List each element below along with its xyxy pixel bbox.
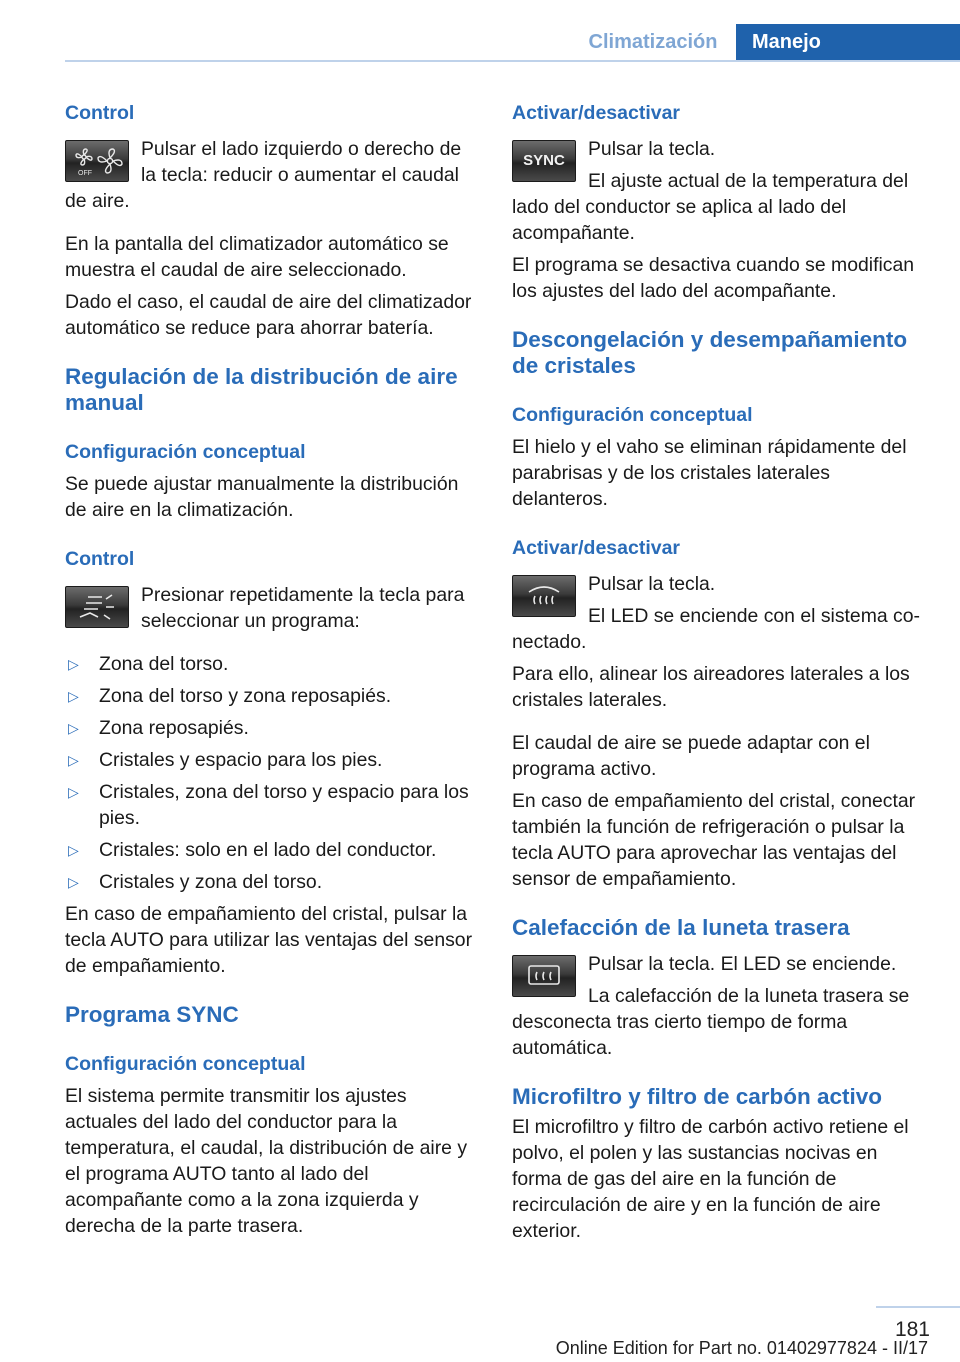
- list-item: ▷ Zona del torso y zona reposapiés.: [68, 685, 392, 707]
- list-item: ▷ Cristales y espacio para los pies.: [68, 749, 383, 771]
- filter-text: El microfiltro y filtro de carbón activo retiene el polvo, el polen y las sustancias nocivas en forma de gas del aire en la función de recirculación de aire y en la función de aire exterior.: [512, 1116, 909, 1242]
- bullet-triangle-icon: ▷: [68, 842, 79, 858]
- page-number: 181: [894, 1318, 930, 1341]
- defrost-paragraph2: El caudal de aire se puede adaptar con el programa activo.: [512, 732, 870, 780]
- header-chapter-tab: Manejo: [736, 24, 960, 61]
- list-item: ▷ Zona reposapiés.: [68, 717, 249, 739]
- defrost-line2: El LED se enciende con el sistema co-: [588, 605, 920, 627]
- battery-paragraph: Dado el caso, el caudal de aire del climatizador automático se reduce para ahorrar batería.: [65, 291, 472, 339]
- sync-line1: Pulsar la tecla.: [588, 138, 716, 160]
- list-item: ▷ Cristales: solo en el lado del conductor.: [68, 839, 437, 861]
- list-item: ▷ Cristales, zona del torso y espacio para los pies.: [68, 781, 469, 829]
- rear-window-heating-key-icon: [512, 955, 576, 997]
- sync-cont: lado del conductor se aplica al lado del acompañante.: [512, 196, 847, 244]
- defrost-key-row: [512, 571, 930, 655]
- air-flow-key-row: [65, 136, 482, 214]
- control2-heading: Control: [65, 548, 135, 570]
- header-rule: [65, 60, 960, 62]
- bullet-triangle-icon: ▷: [68, 784, 79, 800]
- bullet-triangle-icon: ▷: [68, 656, 79, 672]
- list-item: ▷ Zona del torso.: [68, 653, 229, 675]
- right-column: [512, 100, 930, 1244]
- svg-text:OFF: OFF: [78, 170, 92, 177]
- display-paragraph: En la pantalla del climatizador automático se muestra el caudal de aire seleccionado.: [65, 233, 449, 281]
- sync-key-icon: SYNC: [512, 140, 576, 182]
- sync-activate-heading: Activar/desactivar: [512, 102, 681, 124]
- defrost-concept-text: El hielo y el vaho se eliminan rápidamente del parabrisas y de los cristales laterales delanteros.: [512, 436, 907, 510]
- bullet-triangle-icon: ▷: [68, 688, 79, 704]
- concept-text: Se puede ajustar manualmente la distribución de aire en la climatización.: [65, 473, 459, 521]
- rear-line2: La calefacción de la luneta trasera se: [588, 985, 910, 1007]
- defrost-line1: Pulsar la tecla.: [588, 573, 716, 595]
- bullet-triangle-icon: ▷: [68, 720, 79, 736]
- sync-key-row: [512, 136, 930, 246]
- manual-distribution-heading: Regulación de la distribución de aire manual: [65, 364, 458, 415]
- footer-rule: [876, 1306, 960, 1308]
- fan-key-icon: [65, 140, 129, 182]
- defrost-paragraph3: En caso de empañamiento del cristal, conectar también la función de refrigeración o pulsar la tecla AUTO para aprovechar las ventajas del sensor de empañamiento.: [512, 790, 916, 890]
- control2-text: Presionar repetidamente la tecla para seleccionar un programa:: [141, 584, 465, 632]
- edition-note: Online Edition for Part no. 01402977824 - II/17: [555, 1338, 928, 1358]
- rear-line1: Pulsar la tecla. El LED se enciende.: [588, 953, 897, 975]
- defrost-activate-heading: Activar/desactivar: [512, 537, 681, 559]
- air-distribution-key-icon: [65, 586, 129, 628]
- rear-cont: desconecta tras cierto tiempo de forma automática.: [512, 1011, 848, 1059]
- control-text-cont: de aire.: [65, 190, 130, 212]
- sync-line2: El ajuste actual de la temperatura del: [588, 170, 909, 192]
- defrost-concept-heading: Configuración conceptual: [512, 404, 753, 426]
- sync-deactivate-paragraph: El programa se desactiva cuando se modifican los ajustes del lado del acompañante.: [512, 254, 915, 302]
- defrost-heading: Descongelación y desempañamiento de cristales: [512, 327, 908, 378]
- bullet-triangle-icon: ▷: [68, 874, 79, 890]
- defrost-cont: nectado.: [512, 631, 587, 653]
- filter-heading: Microfiltro y filtro de carbón activo: [512, 1084, 883, 1109]
- header-section-tab: Climatización: [588, 31, 718, 53]
- list-item: ▷ Cristales y zona del torso.: [68, 871, 323, 893]
- left-column: [65, 100, 482, 1239]
- defrost-paragraph1: Para ello, alinear los aireadores laterales a los cristales laterales.: [512, 663, 910, 711]
- windshield-defrost-key-icon: [512, 575, 576, 617]
- rear-key-row: [512, 951, 930, 1061]
- program-list: [65, 651, 482, 895]
- sync-program-heading: Programa SYNC: [65, 1002, 239, 1027]
- control-text-line1: Pulsar el lado izquierdo o derecho de: [141, 138, 462, 160]
- rear-window-heading: Calefacción de la luneta trasera: [512, 915, 850, 940]
- control-heading: Control: [65, 102, 135, 124]
- concept-heading: Configuración conceptual: [65, 441, 306, 463]
- fog-paragraph: En caso de empañamiento del cristal, pulsar la tecla AUTO para utilizar las ventajas del sensor de empañamiento.: [65, 903, 473, 977]
- distribution-key-row: [65, 582, 482, 634]
- sync-concept-heading: Configuración conceptual: [65, 1053, 306, 1075]
- bullet-triangle-icon: ▷: [68, 752, 79, 768]
- control-text-line2: la tecla: reducir o aumentar el caudal: [141, 164, 459, 186]
- sync-concept-text: El sistema permite transmitir los ajustes actuales del lado del conductor para la temperatura, el caudal, la distribución de aire y el programa AUTO tanto al lado del acompañante como a la zona izquierda y derecha de la parte trasera.: [65, 1085, 468, 1237]
